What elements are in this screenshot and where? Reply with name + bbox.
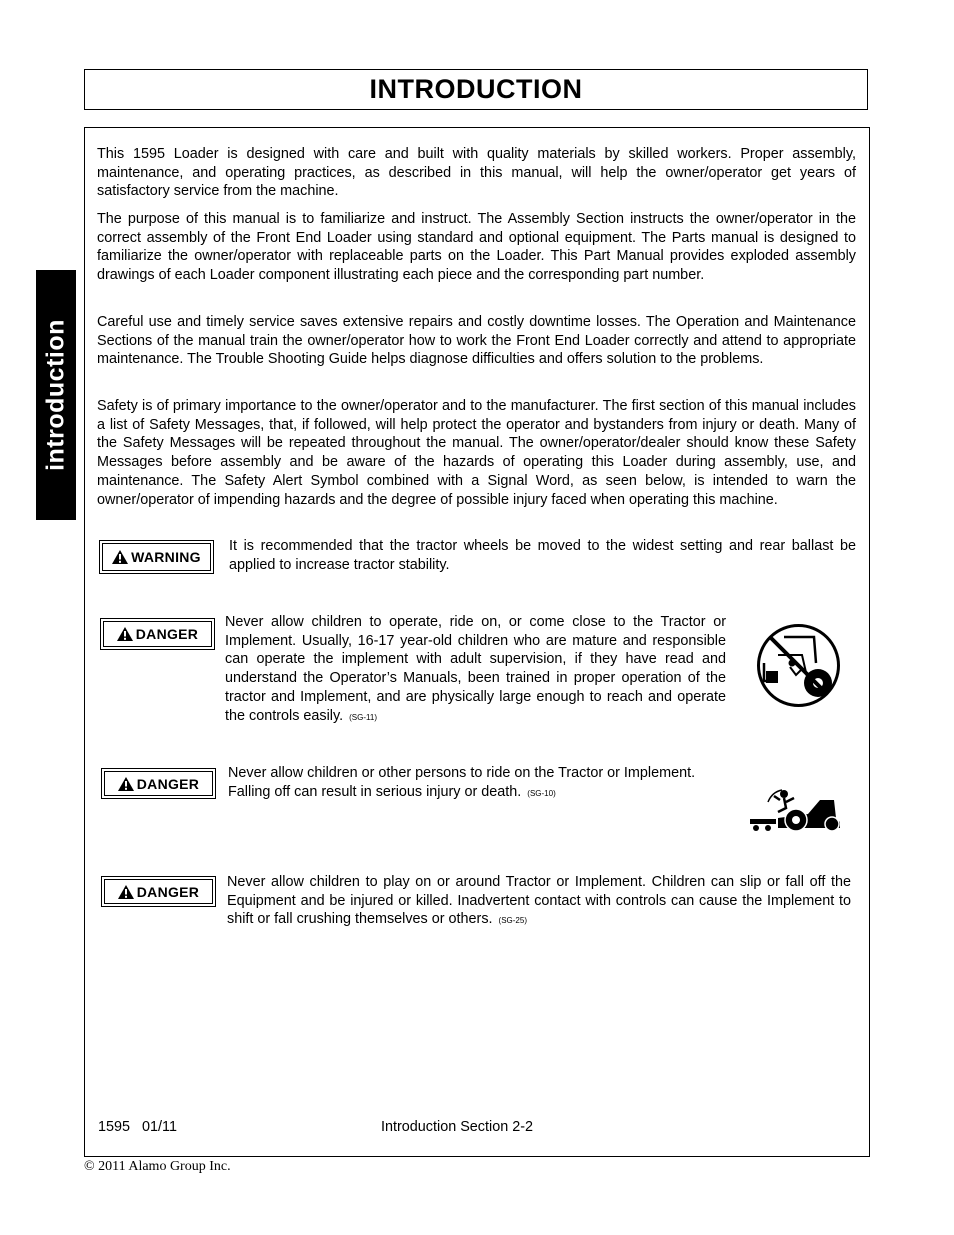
danger-message-text: Never allow children to play on or around Tractor or Implement. Children can slip or fall off the Equipment and be injured or killed. Inadvertent contact with controls can cause the Implement to shift or fall crushing themselves or others. xyxy=(227,874,851,928)
safety-code: (SG-11) xyxy=(349,712,377,722)
danger-message-3 xyxy=(227,873,851,931)
danger-sign-2 xyxy=(101,768,216,799)
warning-sign xyxy=(99,540,214,574)
no-children-tractor-icon xyxy=(756,623,841,708)
rider-falling-tractor-icon xyxy=(748,788,844,834)
side-tab-label: introduction xyxy=(41,319,70,471)
danger-signal-word: DANGER xyxy=(136,883,200,900)
page-header xyxy=(84,69,868,110)
danger-message-text: Never allow children or other persons to ride on the Tractor or Implement. Falling off can result in serious injury or death. xyxy=(228,765,696,800)
danger-signal-word: DANGER xyxy=(136,775,200,792)
paragraph-4: Safety is of primary importance to the owner/operator and to the manufacturer. The first section of this manual includes a list of Safety Messages, that, if followed, will help protect the operator and bystanders from injury or death. Many of the Safety Messages will be repeated throughout the manual. The owner/operator/dealer should know these Safety Messages before assembly and be aware of the hazards of operating this Loader during assembly, use, and maintenance. The Safety Alert Symbol combined with a Signal Word, as seen below, is intended to warn the owner/operator of impending hazards and the degree of possible injury faced when operating this machine. xyxy=(97,398,856,508)
page-title: INTRODUCTION xyxy=(369,74,583,104)
paragraph-1: This 1595 Loader is designed with care and built with quality materials by skilled workers. Proper assembly, maintenance, and operating practices, as described in this manual, will help the owner/operator get years of satisfactory service from the machine. xyxy=(97,146,856,200)
danger-sign-3 xyxy=(101,876,216,907)
alert-triangle-icon xyxy=(117,627,133,641)
danger-message-text: Never allow children to operate, ride on, or come close to the Tractor or Implement. Usually, 16-17 year-old children who are mature and responsible can operate the implement with adult supervision, if they have read and understand the Operator’s Manuals, been trained in proper operation of the tractor and Implement, and are physically large enough to reach and operate the controls easily. xyxy=(225,614,726,724)
paragraph-3: Careful use and timely service saves extensive repairs and costly downtime losses. The Operation and Maintenance Sections of the manual train the owner/operator how to work the Front End Loader correctly and attend to appropriate maintenance. The Trouble Shooting Guide helps diagnose difficulties and offers solution to the problems. xyxy=(97,314,856,368)
danger-sign-1 xyxy=(100,618,215,650)
footer-model-date: 1595 01/11 xyxy=(98,1119,177,1135)
warning-signal-word: WARNING xyxy=(131,549,201,565)
copyright: © 2011 Alamo Group Inc. xyxy=(84,1159,231,1174)
alert-triangle-icon xyxy=(118,777,134,791)
warning-message-text: It is recommended that the tractor wheels be moved to the widest setting and rear ballast be applied to increase tractor stability. xyxy=(229,538,856,573)
footer-section: Introduction Section 2-2 xyxy=(381,1119,533,1135)
safety-code: (SG-10) xyxy=(527,788,556,798)
warning-message xyxy=(229,537,856,574)
danger-signal-word: DANGER xyxy=(135,626,199,642)
safety-code: (SG-25) xyxy=(498,916,527,926)
danger-message-1 xyxy=(225,613,726,727)
paragraph-2: The purpose of this manual is to familiarize and instruct. The Assembly Section instructs the owner/operator in the correct assembly of the Front End Loader using standard and optional equipment. The Parts manual is designed to familiarize the owner/operator with replaceable parts on the Loader. This Part Manual provides exploded assembly drawings of each Loader component illustrating each piece and the corresponding part number. xyxy=(97,211,856,284)
danger-message-2 xyxy=(228,764,738,803)
alert-triangle-icon xyxy=(112,550,128,564)
alert-triangle-icon xyxy=(118,885,134,899)
side-tab xyxy=(36,270,76,520)
